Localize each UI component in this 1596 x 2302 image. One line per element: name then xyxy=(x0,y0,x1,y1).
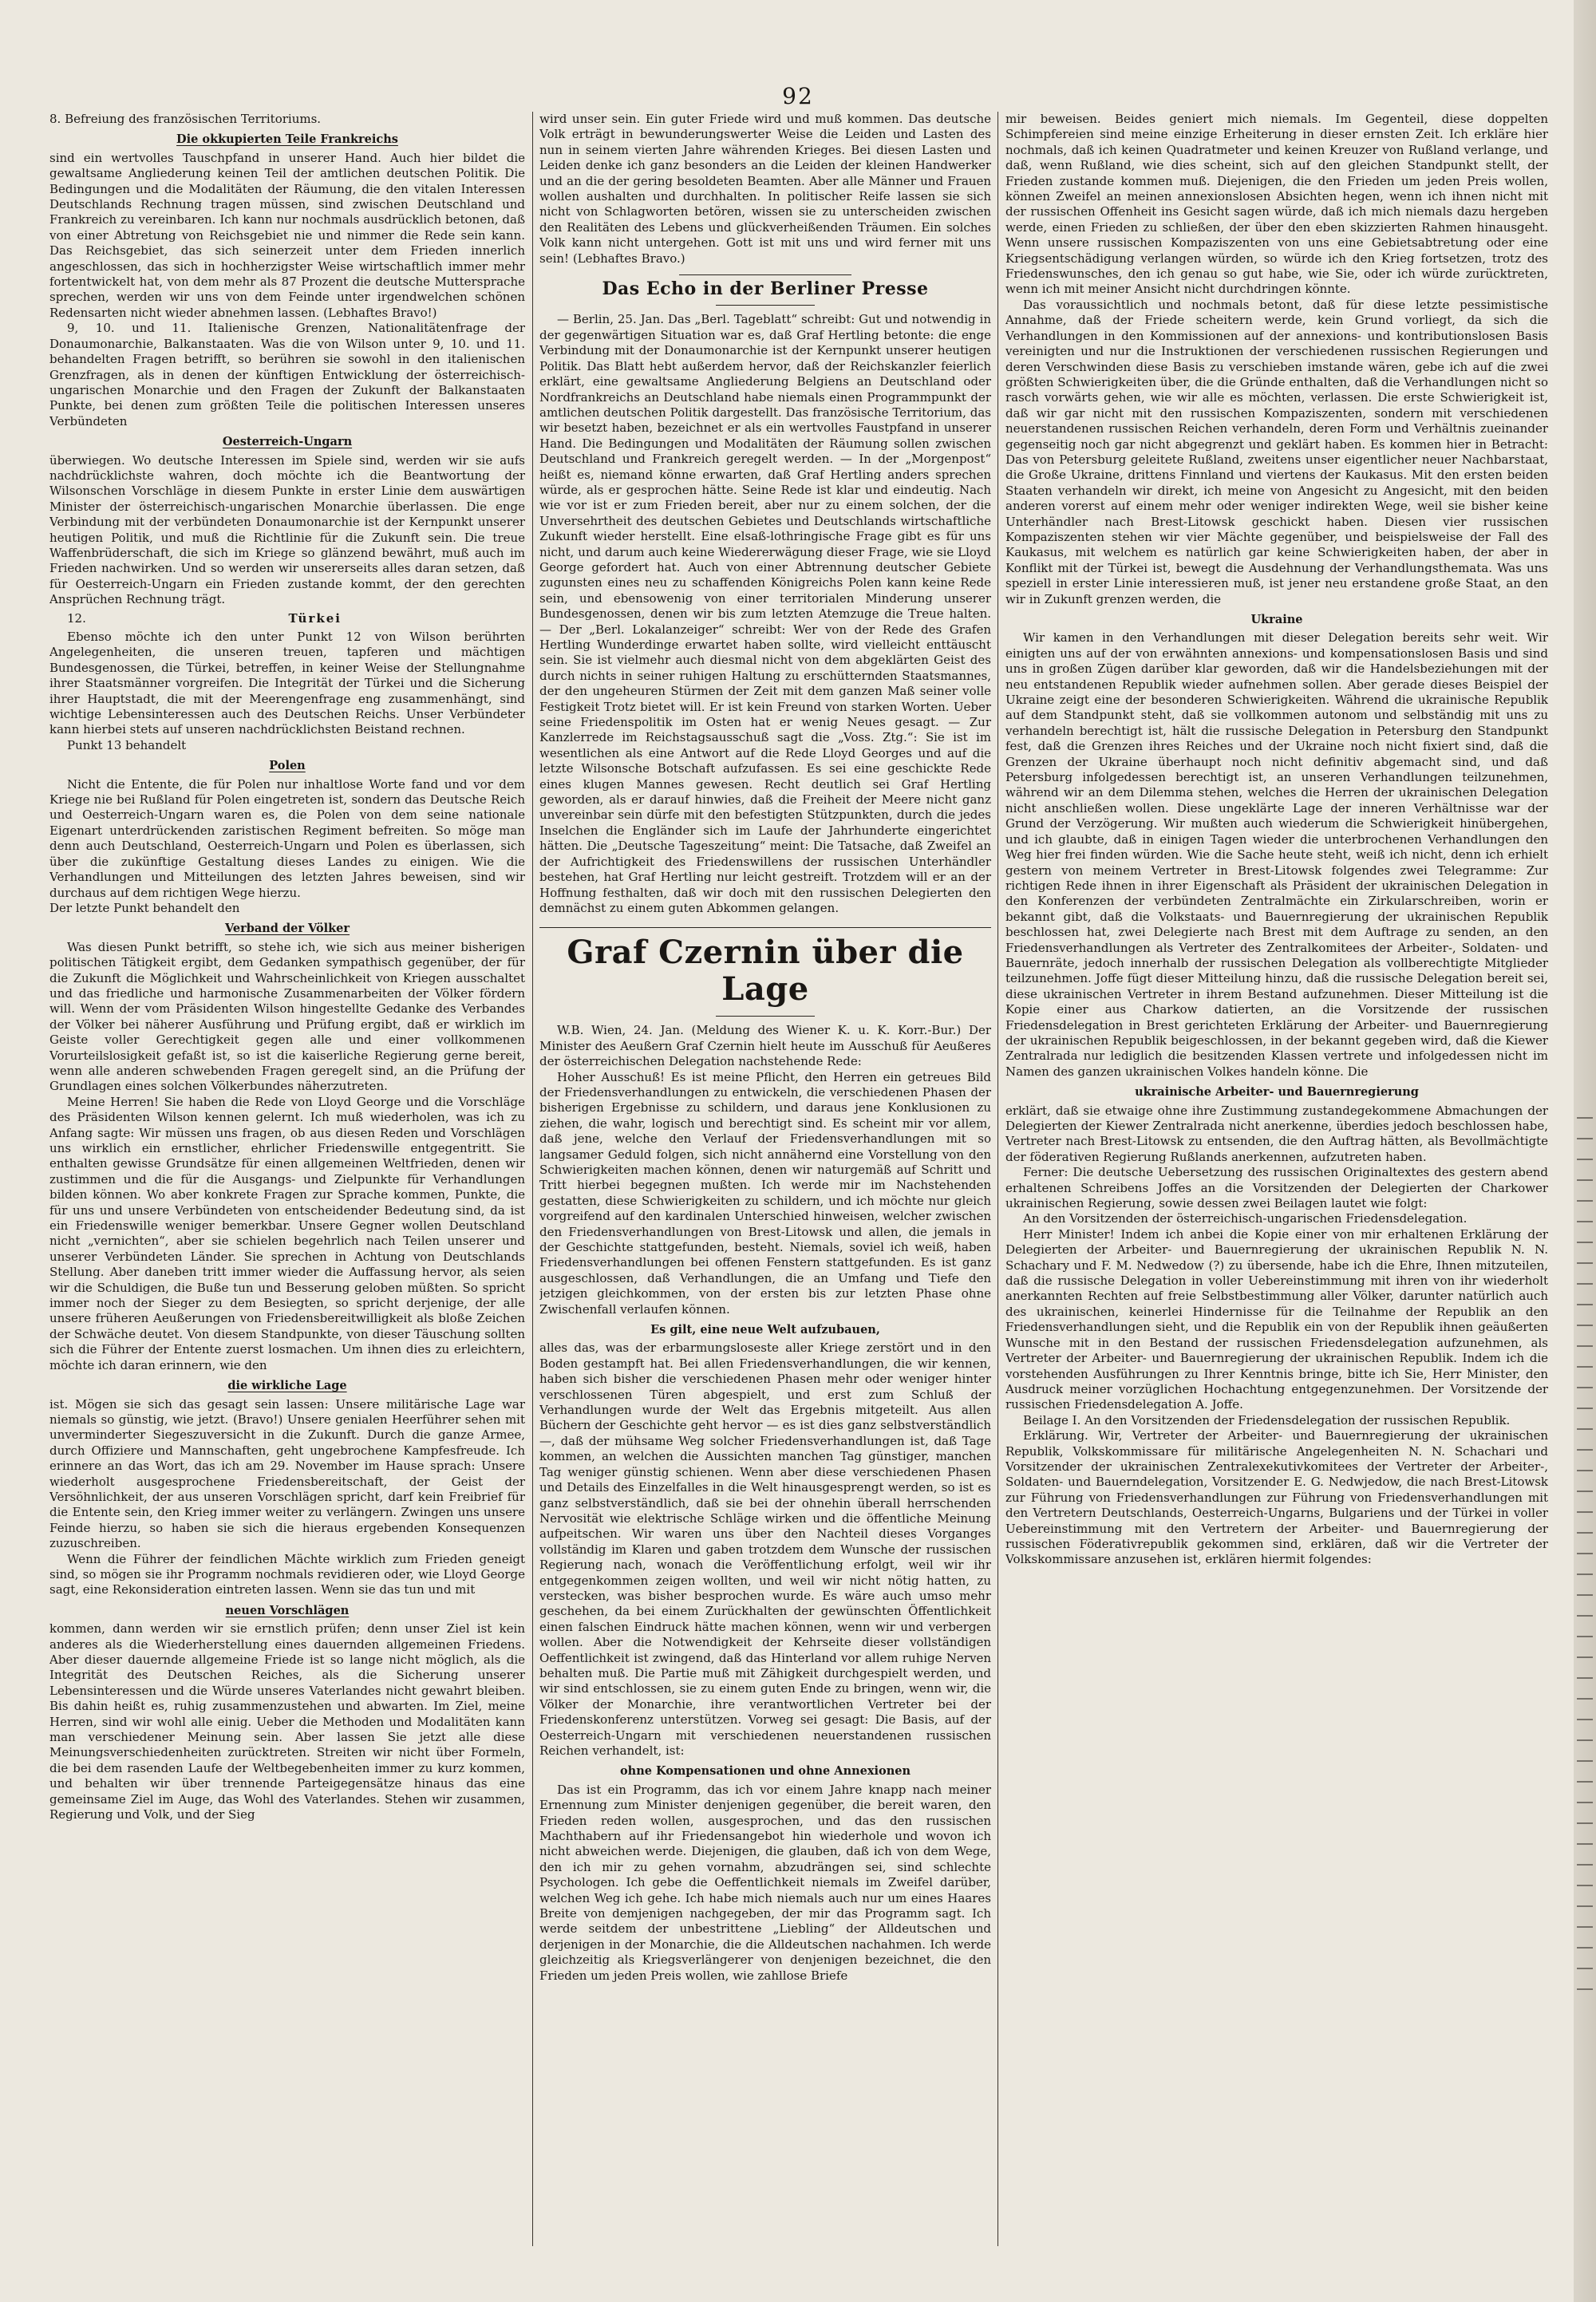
paragraph: W.B. Wien, 24. Jan. (Meldung des Wiener K. u. K. Korr.-Bur.) Der Minister des Aeußern Graf Czernin hielt heute im Ausschuß für Aeußeres der österreichischen Delegation nachstehende Rede: xyxy=(539,1023,991,1069)
page-number: 92 xyxy=(782,83,814,109)
point-9-10-11: 9, 10. und 11. Italienische Grenzen, Nationalitätenfrage der Donaumonarchie, Balkanstaaten. Was die von Wilson unter 9, 10. und 11. behandelten Fragen betrifft, so berühren sie sowohl in den italienischen Grenzfragen, als in denen der künftigen Entwicklung der österreichisch-ungarischen Monarchie und den Fragen der Zukunft der Balkanstaaten Punkte, bei denen zum größten Teile die politischen Interessen unseres Verbündeten xyxy=(49,321,525,428)
paragraph: alles das, was der erbarmungsloseste aller Kriege zerstört und in den Boden gestampft hat. Bei allen Friedensverhandlungen, die wir kennen, haben sich bisher die verschiedenen Phasen mehr oder weniger hinter verschlossenen Türen abgespielt, und erst zum Schluß der Verhandlungen wurde der Welt das Ergebnis mitgeteilt. Aus allen Büchern der Geschichte geht hervor — es ist dies ganz selbstverständlich —, daß der mühsame Weg solcher Friedensverhandlungen ist, daß Tage kommen, an welchen die Aussichten manchen Tag günstiger, manchen Tag weniger günstig schienen. Wenn aber diese verschiedenen Phasen und Details des Einzelfalles in die Welt hinausgesprengt werden, so ist es ganz selbstverständlich, daß sie bei der ohnehin überall herrschenden Nervosität wie elektrische Schläge wirken und die öffentliche Meinung aufpeitschen. Wir waren uns über den Nachteil dieses Vorganges vollständig im Klaren und gaben trotzdem dem Wunsche der russischen Regierung nach, wonach die Veröffentlichung erfolgt, weil wir ihr entgegenkommen zeigen wollten, und weil wir nicht nötig hatten, zu verstecken, was bisher besprochen wurde. Es wäre auch umso mehr geschehen, da bei einem Zurückhalten der gewünschten Öffentlichkeit einen falschen Eindruck hätte machen können, wenn wir und verbergen wollen. Aber die Notwendigkeit der Kehrseite dieser vollständigen Oeffentlichkeit ist zwingend, daß das Hinterland vor allem ruhige Nerven behalten muß. Die Partie muß mit Zähigkeit durchgespielt werden, und wir sind entschlossen, sie zu einem guten Ende zu bringen, wenn wir, die Völker der Monarchie, ihre verantwortlichen Vertreter bei der Friedenskonferenz unterstützen. Vorweg sei gesagt: Die Basis, auf der Oesterreich-Ungarn mit verschiedenen neuerstandenen russischen Reichen verhandelt, ist: xyxy=(539,1341,991,1758)
column-3 xyxy=(1005,112,1548,2246)
subheading-ukrainian-government: ukrainische Arbeiter- und Bauernregierung xyxy=(1135,1085,1419,1100)
paragraph: Herr Minister! Indem ich anbei die Kopie einer von mir erhaltenen Erklärung der Delegierten der Arbeiter- und Bauernregierung der ukrainischen Republik N. N. Schachary und F. M. Nedwedow (?) zu übersende, habe ich die Ehre, Ihnen mitzuteilen, daß die russische Delegation in voller Uebereinstimmung mit ihren von ihr wiederholt anerkannten Rechten auf freie Selbstbestimmung aller Völker, darunter natürlich auch des ukrainischen, keinerlei Hindernisse für die Teilnahme der Republik an den Friedensverhandlungen sieht, und die Republik ein von der Republik ihnen geäußerten Wunsche mit in den Bestand der russischen Friedensdelegation aufzunehmen, als Vertreter der Arbeiter- und Bauernregierung der ukrainischen Republik. Indem ich die vorstehenden Ausführungen zu Ihrer Kenntnis bringe, bitte ich Sie, Herr Minister, den Ausdruck meiner vorzüglichen Hochachtung entgegenzunehmen. Der Vorsitzende der russischen Friedensdelegation A. Joffe. xyxy=(1005,1226,1548,1412)
paragraph: erklärt, daß sie etwaige ohne ihre Zustimmung zustandegekommene Abmachungen der Delegierten der Kiewer Zentralrada nicht anerkenne, überdies jedoch beschlossen habe, Vertreter nach Brest-Litowsk zu entsenden, die den Auftrag hätten, als Bevollmächtigte der föderativen Regierung Rußlands anerkennen, aufzutreten haben. xyxy=(1005,1103,1548,1164)
subheading-occupied: Die okkupierten Teile Frankreichs xyxy=(176,132,398,147)
page-edge-marks xyxy=(1577,1117,1593,1995)
paragraph: Der letzte Punkt behandelt den xyxy=(49,900,240,915)
paragraph: Das ist ein Programm, das ich vor einem Jahre knapp nach meiner Ernennung zum Minister denjenigen gegenüber, die bereit waren, den Frieden reden wollen, ausgesprochen, und das den russischen Machthabern auf ihr Friedensangebot hin wiederhole und wovon ich nicht abweichen werde. Diejenigen, die glauben, daß ich von dem Wege, den ich mir zu gehen vornahm, abzudrängen sei, sind schlechte Psychologen. Ich gebe die Oeffentlichkeit niemals im Zweifel darüber, welchen Weg ich gehe. Ich habe mich niemals auch nur um eines Haares Breite von demjenigen nachgegeben, der mir das Programm sagt. Ich werde seitdem der unbestrittene „Liebling“ der Alldeutschen und derjenigen in der Monarchie, die die Alldeutschen nachahmen. Ich werde gleichzeitig als Kriegsverlängerer von denjenigen bezeichnet, die den Frieden um jeden Preis wollen, wie zahllose Briefe xyxy=(539,1782,991,1983)
paragraph: Beilage I. An den Vorsitzenden der Friedensdelegation der russischen Republik. xyxy=(1023,1412,1511,1427)
point-8: 8. Befreiung des französischen Territoriums. xyxy=(49,112,322,126)
paragraph: Meine Herren! Sie haben die Rede von Lloyd George und die Vorschläge des Präsidenten Wilson kennen gelernt. Ich muß wiederholen, was ich zu Anfang sagte: Wir müssen uns fragen, ob aus diesen Reden und Vorschlägen uns wirklich ein ernstlicher, ehrlicher Friedenswille entgegentritt. Sie enthalten gewisse Grundsätze für einen allgemeinen Weltfrieden, denen wir zustimmen und die für die Ausgangs- und Zielpunkte für Verhandlungen bilden können. Wo aber konkrete Fragen zur Sprache kommen, Punkte, die für uns und unsere Verbündeten von entscheidender Bedeutung sind, da ist ein Friedenswille weniger bemerkbar. Unsere Gegner wollen Deutschland nicht „vernichten“, aber sie schielen begehrlich nach Teilen unserer und unserer Verbündeten Länder. Sie sprechen in Achtung von Deutschlands Stellung. Aber daneben tritt immer wieder die Auffassung hervor, als seien wir die Schuldigen, die Buße tun und Besserung geloben müßten. So spricht immer noch der Sieger zu dem Besiegten, so spricht derjenige, der alle unsere früheren Aeußerungen von Friedensbereitwilligkeit als bloße Zeichen der Schwäche deutet. Von diesem Standpunkte, von dieser Täuschung sollten sich die Führer der Entente zuerst losmachen. Um ihnen dies zu erleichtern, möchte ich daran erinnern, wie den xyxy=(49,1094,525,1372)
paragraph: Nicht die Entente, die für Polen nur inhaltlose Worte fand und vor dem Kriege nie bei Rußland für Polen eingetreten ist, sondern das Deutsche Reich und Oesterreich-Ungarn waren es, die Polen von dem seine nationale Eigenart unterdrückenden zaristischen Regiment befreiten. So möge man denn auch Deutschland, Oesterreich-Ungarn und Polen es überlassen, sich über die zukünftige Gestaltung dieses Landes zu einigen. Wie die Verhandlungen und Mitteilungen des letzten Jahres beweisen, sind wir durchaus auf dem richtigen Wege hierzu. xyxy=(49,776,525,900)
paragraph: Wenn die Führer der feindlichen Mächte wirklich zum Frieden geneigt sind, so mögen sie ihr Programm nochmals revidieren oder, wie Lloyd George sagt, eine Rekonsideration eintreten lassen. Wenn sie das tun und mit xyxy=(49,1551,525,1597)
point-12-number: 12. xyxy=(67,610,86,626)
section-rule xyxy=(716,1016,816,1017)
point-12-title: Türkei xyxy=(288,610,342,626)
paragraph: Wir kamen in den Verhandlungen mit dieser Delegation bereits sehr weit. Wir einigten uns auf der von erwähnten annexions- und kompensationslosen Basis und sind uns in großen Zügen darüber klar geworden, daß wir die Handelsbeziehungen mit der neu entstandenen Republik wieder aufnehmen sollen. Aber gerade dieses Beispiel der Ukraine zeigt eine der besonderen Schwierigkeiten. Während die ukrainische Republik auf dem Standpunkt steht, daß sie vollkommen autonom und selbständig mit uns zu verhandeln berechtigt ist, hält die russische Delegation in Petersburg den Standpunkt fest, daß die Grenzen ihres Reiches und der Ukraine noch nicht fixiert sind, daß die Grenzen der Ukraine überhaupt noch nicht definitiv abgemacht sind, und daß Petersburg infolgedessen berechtigt ist, an unseren Verhandlungen teilzunehmen, während wir an dem Dilemma stehen, welches die Herren der ukrainischen Delegation nicht anschließen wollen. Diese ungeklärte Lage der inneren Verhältnisse war der Grund der Verzögerung. Wir mußten auch wiederum die Schwierigkeit hinübergehen, und ich glaubte, daß in einigen Tagen wieder die unterbrochenen Verhandlungen den Weg hier frei finden würden. Wie die Sache heute steht, weiß ich nicht, denn ich erhielt gestern von meinem Vertreter in Brest-Litowsk folgendes zwei Telegramme: Zur richtigen Rede ihnen in ihrer Eigenschaft als Präsident der ukrainischen Delegation in den Konferenzen der verbündeten Zentralmächte ein Zirkularschreiben, worin er bekannt gibt, daß die Volkstaats- und Bauernregierung der ukrainischen Republik beschlossen hat, zwei Delegierte nach Brest mit dem Auftrage zu senden, an den Friedensverhandlungen als Vertreter des Zentralkomitees der Arbeiter-, Soldaten- und Bauernräte, jedoch innerhalb der russischen Delegation als vollberechtigte Mitglieder teilzunehmen. Joffe fügt dieser Mitteilung hinzu, daß die russische Delegation bereit sei, diese ukrainischen Vertreter in ihrem Bestand aufzunehmen. Dieser Mitteilung ist die Kopie einer aus Charkow datierten, an die Vorsitzende der russischen Friedensdelegation in Brest gerichteten Erklärung der Arbeiter- und Bauernregierung der ukrainischen Republik beigeschlossen, in der bekannt gegeben wird, daß die Kiewer Zentralrada nur lediglich die besitzenden Klassen vertrete und infolgedessen nicht im Namen des ganzen ukrainischen Volkes handeln könne. Die xyxy=(1005,630,1548,1079)
paragraph: Ferner: Die deutsche Uebersetzung des russischen Originaltextes des gestern abend erhaltenen Schreibens Joffes an die Vorsitzenden der Delegierten der Charkower ukrainischen Regierung, sowie dessen zwei Beilagen lautet wie folgt: xyxy=(1005,1165,1548,1211)
paragraph: Erklärung. Wir, Vertreter der Arbeiter- und Bauernregierung der ukrainischen Republik, Volkskommissare für militärische Angelegenheiten N. N. Schachari und Vorsitzender der ukrainischen Zentralexekutivkomitees der Vertreter der Arbeiter-, Soldaten- und Bauerndelegation, Vorsitzender E. G. Nedwjedow, die nach Brest-Litowsk zur Führung von Friedensverhandlungen zur Führung von Friedensverhandlungen mit den Vertretern Deutschlands, Oesterreich-Ungarns, Bulgariens und der Türkei in voller Uebereinstimmung mit den Vertretern der Arbeiter- und Bauernregierung der russischen Föderativrepublik gekommen sind, erklären, daß wir die Vertreter der Volkskommissare anzusehen ist, erklären hiermit folgendes: xyxy=(1005,1428,1548,1567)
headline-echo: Das Echo in der Berliner Presse xyxy=(602,278,929,300)
paragraph: überwiegen. Wo deutsche Interessen im Spiele sind, werden wir sie aufs nachdrücklichste wahren, doch möchte ich die Beantwortung der Wilsonschen Vorschläge in diesem Punkte in erster Linie dem auswärtigen Minister der österreichisch-ungarischen Monarchie überlassen. Die enge Verbindung mit der verbündeten Donaumonarchie ist der Kernpunkt unserer heutigen Politik, und muß die Richtlinie für die Zukunft sein. Die treue Waffenbrüderschaft, die sich im Kriege so glänzend bewährt, muß auch im Frieden nachwirken. Und so werden wir unsererseits alles daran setzen, daß für Oesterreich-Ungarn ein Frieden zustande kommt, der den gerechten Ansprüchen Rechnung trägt. xyxy=(49,452,525,607)
column-2 xyxy=(539,112,991,2246)
column-1 xyxy=(49,112,525,2246)
subheading-poland: Polen xyxy=(269,759,306,773)
subheading-new-proposals: neuen Vorschlägen xyxy=(225,1603,350,1617)
section-rule xyxy=(679,274,851,275)
paragraph: Was diesen Punkt betrifft, so stehe ich, wie sich aus meiner bisherigen politischen Tätigkeit ergibt, dem Gedanken sympathisch gegenüber, der für die Zukunft die Möglichkeit und Wahrscheinlichkeit von Kriegen ausschaltet und das friedliche und harmonische Zusammenarbeiten der Völker fördern will. Wenn der vom Präsidenten Wilson hingestellte Gedanke des Verbandes der Völker bei näherer Ausführung und Prüfung ergibt, daß er wirklich im Geiste voller Gerechtigkeit gegen alle und einer vollkommenen Vorurteilslosigkeit gefaßt ist, so ist die kaiserliche Regierung gerne bereit, wenn alle anderen schwebenden Fragen geregelt sind, an die Prüfung der Grundlagen eines solchen Völkerbundes näherzutreten. xyxy=(49,939,525,1094)
paragraph: ist. Mögen sie sich das gesagt sein lassen: Unsere militärische Lage war niemals so günstig, wie jetzt. (Bravo!) Unsere genialen Heerführer sehen mit unverminderter Siegeszuversicht in die Zukunft. Durch die ganze Armee, durch Offiziere und Mannschaften, geht ungebrochene Kampfesfreude. Ich erinnere an das Wort, das ich am 29. November im Hause sprach: Unsere wiederholt ausgesprochene Friedensbereitschaft, der Geist der Versöhnlichkeit, der aus unseren Vorschlägen spricht, darf kein Freibrief für die Entente sein, den Krieg immer weiter zu verlängern. Zwingen uns unsere Feinde hierzu, so haben sie sich die hieraus ergebenden Konsequenzen zuzuschreiben. xyxy=(49,1396,525,1551)
subheading-ukraine: Ukraine xyxy=(1250,613,1303,626)
headline-czernin: Graf Czernin über die Lage xyxy=(567,934,964,1009)
point-13-note: Punkt 13 behandelt xyxy=(67,737,187,752)
paragraph: — Berlin, 25. Jan. Das „Berl. Tageblatt“ schreibt: Gut und notwendig in der gegenwärtigen Situation war es, daß Graf Hertling betonte: die enge Verbindung mit der Donaumonarchie ist der Kernpunkt unserer heutigen Politik. Das Blatt hebt außerdem hervor, daß der Reichskanzler feierlich erklärt, eine gewaltsame Angliederung Belgiens an Deutschland oder Nordfrankreichs an Deutschland habe niemals einen Programmpunkt der amtlichen deutschen Politik dargestellt. Das französische Territorium, das wir besetzt haben, bezeichnet er als ein wertvolles Faustpfand in unserer Hand. Die Bedingungen und Modalitäten der Räumung sollen zwischen Deutschland und Frankreich geregelt werden. — In der „Morgenpost“ heißt es, niemand könne erwarten, daß Graf Hertling anders sprechen würde, als er gesprochen hätte. Seine Rede ist klar und eindeutig. Nach wie vor ist er zum Frieden bereit, aber nur zu einem solchen, der die Unversehrtheit des deutschen Gebietes und Deutschlands wirtschaftliche Zukunft wieder herstellt. Eine elsaß-lothringische Frage gibt es für uns nicht, und darum auch keine Wiedererwägung dieser Frage, wie sie Lloyd George gefordert hat. Auch von einer Abtrennung deutscher Gebiete zugunsten eines neu zu schaffenden Königreichs Polen kann keine Rede sein, und ebensowenig von einer territorialen Minderung unserer Bundesgenossen, denen wir bis zum letzten Atemzuge die Treue halten. — Der „Berl. Lokalanzeiger“ schreibt: Wer von der Rede des Grafen Hertling Wunderdinge erwartet haben sollte, wird vielleicht enttäuscht sein. Sie ist vielmehr auch diesmal nicht von dem abgeklärten Geist des durch nichts in seiner ruhigen Haltung zu erschütternden Staatsmannes, der den ungeheuren Stürmen der Zeit mit dem ganzen Maß seiner volle Festigkeit Trotz bietet will. Er ist kein Freund von starken Worten. Ueber seine Friedenspolitik im Osten hat er wenig Neues gesagt. — Zur Kanzlerrede im Reichstagsausschuß sagt die „Voss. Ztg.“: Sie ist im wesentlichen als eine Antwort auf die Rede Lloyd Georges und auf die letzte Wilsonsche Botschaft aufzufassen. Es sei eine geschickte Rede eines klugen Mannes gewesen. Recht deutlich sei Graf Hertling geworden, als er darauf hinwies, daß die Freiheit der Meere nicht ganz unvereinbar sein dürfe mit den befestigten Stützpunkten, durch die jedes Inselchen die Engländer sich im Laufe der Jahrhunderte eingerichtet hätten. Die „Deutsche Tageszeitung“ meint: Die Tatsache, daß Zweifel an der Aufrichtigkeit des Friedenswillens der russischen Unterhändler bestehen, hat Graf Hertling nur leicht gestreift. Trotzdem will er an der Hoffnung festhalten, daß wir doch mit den russischen Delegierten den demnächst zu einem guten Abkommen gelangen. xyxy=(539,312,991,915)
paragraph: Hoher Ausschuß! Es ist meine Pflicht, den Herren ein getreues Bild der Friedensverhandlungen zu entwickeln, die verschiedenen Phasen der bisherigen Ergebnisse zu schildern, und daraus jene Konklusionen zu ziehen, die wahr, logisch und berechtigt sind. Es scheint mir vor allem, daß jene, welche den Verlauf der Friedensverhandlungen mit so langsamer Geduld folgen, sich nicht annähernd eine Vorstellung von den Schwierigkeiten machen können, denen wir naturgemäß auf Schritt und Tritt hierbei begegnen mußten. Ich werde mir im Nachstehenden gestatten, diese Schwierigkeiten zu schildern, und ich möchte nur gleich vorgreifend auf den kardinalen Unterschied hinweisen, welcher zwischen den Friedensverhandlungen von Brest-Litowsk und allen, die jemals in der Geschichte stattgefunden, besteht. Niemals, soviel ich weiß, haben Friedensverhandlungen bei offenen Fenstern stattgefunden. Es ist ganz ausgeschlossen, daß Verhandlungen, die an Umfang und Tiefe den jetzigen gleichkommen, von der ersten bis zur letzten Phase ohne Zwischenfall verlaufen können. xyxy=(539,1069,991,1317)
paragraph: mir beweisen. Beides geniert mich niemals. Im Gegenteil, diese doppelten Schimpfereien sind meine einzige Erheiterung in dieser ernsten Zeit. Ich erkläre hier nochmals, daß ich keinen Quadratmeter und keinen Kreuzer von Rußland verlange, und daß, wenn Rußland, wie dies scheint, sich auf den gleichen Standpunkt stellt, der Frieden zustande kommen muß. Diejenigen, die den Frieden um jeden Preis wollen, können Zweifel an meinen annexionslosen Absichten hegen, wenn ich ihnen nicht mit der russischen Offenheit ins Gesicht sagen würde, daß ich mich niemals dazu hergeben werde, einen Frieden zu schließen, der über den eben skizzierten Rahmen hinausgeht. Wenn unsere russischen Kompaziszenten von uns eine Gebietsabtretung oder eine Kriegsentschädigung verlangen würden, so würde ich den Krieg fortsetzen, trotz des Friedenswunsches, den ich genau so gut habe, wie Sie, oder ich würde zurücktreten, wenn ich mit meiner Ansicht nicht durchdringen könnte. xyxy=(1005,112,1548,297)
subheading-league: Verband der Völker xyxy=(224,922,350,936)
subheading-austria: Oesterreich-Ungarn xyxy=(222,435,353,449)
paragraph: Ebenso möchte ich den unter Punkt 12 von Wilson berührten Angelegenheiten, die unseren treuen, tapferen und mächtigen Bundesgenossen, die Türkei, betreffen, in keiner Weise der Stellungnahme ihrer Staatsmänner vorgreifen. Die Integrität der Türkei und die Sicherung ihrer Hauptstadt, die mit der Meerengenfrage eng zusammenhängt, sind wichtige Lebensinteressen auch des Deutschen Reichs. Unser Verbündeter kann hierbei stets auf unseren nachdrücklichsten Beistand rechnen. xyxy=(49,630,525,737)
subheading-basis: ohne Kompensationen und ohne Annexionen xyxy=(619,1764,911,1779)
paragraph: sind ein wertvolles Tauschpfand in unserer Hand. Auch hier bildet die gewaltsame Angliederung keinen Teil der amtlichen deutschen Politik. Die Bedingungen und die Modalitäten der Räumung, die den vitalen Interessen Deutschlands Rechnung tragen müssen, sind zwischen Deutschland und Frankreich zu vereinbaren. Ich kann nur nochmals ausdrücklich betonen, daß von einer Abtretung von Reichsgebiet nie und nimmer die Rede sein kann. Das Reichsgebiet, das sich seinerzeit unter dem Frieden innerlich angeschlossen, das sich in hochherzigster Weise wirtschaftlich immer mehr fortentwickelt hat, von dem mehr als 87 Prozent die deutsche Muttersprache sprechen, werden wir uns von dem Feinde unter irgendwelchen schönen Redensarten nicht wieder abnehmen lassen. (Lebhaftes Bravo!) xyxy=(49,150,525,320)
column-divider-1 xyxy=(532,112,533,2246)
paragraph: Das voraussichtlich und nochmals betont, daß für diese letzte pessimistische Annahme, daß der Friede scheitern werde, kein Grund vorliegt, da sich die Verhandlungen in den Kommissionen auf der annexions- und kontributionslosen Basis vereinigten und nur die Instruktionen der verschiedenen russischen Regierungen und deren Verschwinden diese Basis zu verschieben imstande wären, gebe ich auf die zwei größten Schwierigkeiten über, die die Gründe enthalten, daß die Verhandlungen nicht so rasch vorwärts gehen, wie wir alle es möchten, verlassen. Die erste Schwierigkeit ist, daß wir gar nicht mit den russischen Kompaziszenten, sondern mit verschiedenen neuerstandenen russischen Reichen verhandeln, deren Form und Verhältnis zueinander gegenseitig noch gar nicht abgegrenzt und geklärt haben. Es kommen hier in Betracht: Das von Petersburg geleitete Rußland, zweitens unser eigentlicher neuer Nachbarstaat, die Große Ukraine, drittens Finnland und viertens der Kaukasus. Mit den ersten beiden Staaten verhandeln wir direkt, ich meine von Angesicht zu Angesicht, mit den beiden anderen vorerst auf einem mehr oder weniger indirekten Wege, weil sie bisher keine Unterhändler nach Brest-Litowsk geschickt haben. Diesen vier russischen Kompaziszenten stehen wir vier Mächte gegenüber, und beispielsweise der Fall des Kaukasus, mit welchem es natürlich gar keine Schwierigkeiten haben, der aber in Konflikt mit der Türkei ist, bewegt die Ausdehnung der Verhandlungsthemata. Was uns speziell in erster Linie interessieren muß, ist jener neu erstandene große Staat, an den wir in Zukunft grenzen werden, die xyxy=(1005,297,1548,606)
paragraph: kommen, dann werden wir sie ernstlich prüfen; denn unser Ziel ist kein anderes als die Wiederherstellung eines dauernden allgemeinen Friedens. Aber dieser dauernde allgemeine Friede ist so lange nicht möglich, als die Integrität des Deutschen Reiches, als die Sicherung unserer Lebensinteressen und die Würde unseres Vaterlandes nicht gewahrt bleiben. Bis dahin heißt es, ruhig zusammenzustehen und abwarten. Im Ziel, meine Herren, sind wir wohl alle einig. Ueber die Methoden und Modalitäten kann man verschiedener Meinung sein. Aber lassen Sie jetzt alle diese Meinungsverschiedenheiten zurücktreten. Streiten wir nicht über Formeln, die bei dem rasenden Laufe der Weltbegebenheiten immer zu kurz kommen, und behalten wir über trennende Parteigegensätze hinaus das eine gemeinsame Ziel im Auge, das Wohl des Vaterlandes. Stehen wir zusammen, Regierung und Volk, und der Sieg xyxy=(49,1621,525,1822)
section-rule xyxy=(539,927,991,928)
paragraph: wird unser sein. Ein guter Friede wird und muß kommen. Das deutsche Volk erträgt in bewunderungswerter Weise die Leiden und Lasten des nun in seinem vierten Jahre währenden Krieges. Bei diesen Lasten und Leiden denke ich ganz besonders an die Leiden der kleinen Handwerker und an die der gering besoldeten Beamten. Aber alle Männer und Frauen wollen aushalten und durchhalten. In politischer Reife lassen sie sich nicht von Schlagworten betören, wissen sie zu unterscheiden zwischen den Realitäten des Lebens und glückverheißenden Träumen. Ein solches Volk kann nicht untergehen. Gott ist mit uns und wird ferner mit uns sein! (Lebhaftes Bravo.) xyxy=(539,112,991,266)
point-12-header xyxy=(49,611,525,626)
paragraph: An den Vorsitzenden der österreichisch-ungarischen Friedensdelegation. xyxy=(1023,1211,1468,1226)
subheading-situation: die wirkliche Lage xyxy=(227,1379,347,1393)
subheading-new-world: Es gilt, eine neue Welt aufzubauen, xyxy=(650,1323,880,1337)
section-rule xyxy=(716,305,816,306)
